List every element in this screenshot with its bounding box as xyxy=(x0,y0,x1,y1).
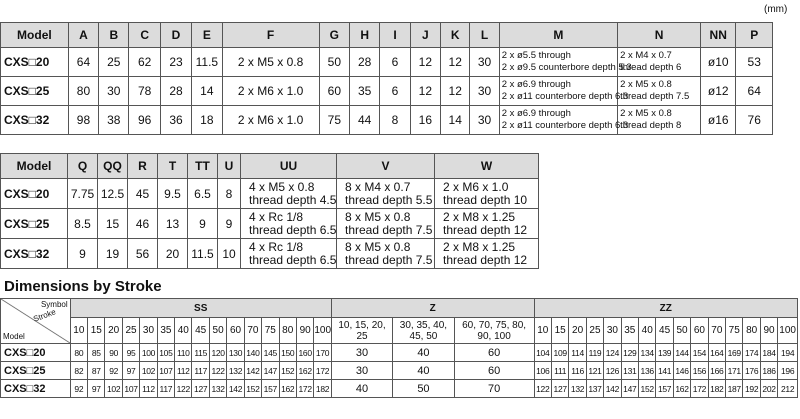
ss-cell: 130 xyxy=(227,344,244,362)
value-cell: 20 xyxy=(158,239,188,269)
zz-cell: 134 xyxy=(639,344,656,362)
stroke-header-ss: 70 xyxy=(244,318,261,344)
value-cell-n-line: 2 x M5 x 0.8 xyxy=(620,108,672,119)
ss-cell: 105 xyxy=(157,344,174,362)
value-cell-m xyxy=(499,106,629,135)
ss-cell: 112 xyxy=(140,380,157,398)
value-cell: 7.75 xyxy=(68,179,98,209)
stroke-header-z: 10, 15, 20, 25 xyxy=(331,318,392,344)
value-cell-n xyxy=(618,77,701,106)
model-cell: CXS□32 xyxy=(1,380,71,398)
value-cell-uu-line: 4 x Rc 1/8 xyxy=(249,239,304,254)
value-cell: 12 xyxy=(410,77,440,106)
ss-cell: 132 xyxy=(227,362,244,380)
stroke-header-zz: 15 xyxy=(551,318,568,344)
table-row xyxy=(1,380,798,398)
value-cell: 6 xyxy=(380,77,410,106)
ss-cell: 142 xyxy=(244,362,261,380)
value-cell: 56 xyxy=(128,239,158,269)
stroke-header-zz: 100 xyxy=(778,318,798,344)
stroke-header-ss: 40 xyxy=(175,318,192,344)
column-header: Model xyxy=(1,23,69,48)
model-cell: CXS□20 xyxy=(1,48,69,77)
ss-cell: 162 xyxy=(296,362,313,380)
zz-cell: 131 xyxy=(621,362,638,380)
value-cell-w-line: thread depth 12 xyxy=(443,252,528,267)
zz-cell: 172 xyxy=(691,380,708,398)
value-cell-uu-line: thread depth 4.5 xyxy=(249,192,337,207)
stroke-header-zz: 60 xyxy=(691,318,708,344)
zz-cell: 114 xyxy=(569,344,586,362)
zz-cell: 116 xyxy=(569,362,586,380)
value-cell-m-line: 2 x ø9.5 counterbore depth 5.3 xyxy=(501,62,632,73)
ss-cell: 87 xyxy=(88,362,105,380)
value-cell: ø16 xyxy=(701,106,736,135)
value-cell-uu-line: 4 x Rc 1/8 xyxy=(249,209,304,224)
stroke-header-ss: 45 xyxy=(192,318,209,344)
model-cell: CXS□25 xyxy=(1,77,69,106)
z-cell: 40 xyxy=(331,380,392,398)
value-cell: 6.5 xyxy=(188,179,218,209)
column-header: H xyxy=(350,23,380,48)
zz-cell: 169 xyxy=(726,344,743,362)
zz-cell: 141 xyxy=(656,362,673,380)
value-cell-w-line: 2 x M8 x 1.25 xyxy=(443,209,516,224)
value-cell-w xyxy=(435,179,539,209)
value-cell-v-line: thread depth 7.5 xyxy=(345,252,433,267)
stroke-header-ss: 25 xyxy=(122,318,139,344)
zz-cell: 176 xyxy=(743,362,760,380)
column-header: W xyxy=(435,154,539,179)
zz-cell: 132 xyxy=(569,380,586,398)
value-cell-w-line: 2 x M6 x 1.0 xyxy=(443,179,509,194)
corner-model-label: Model xyxy=(3,332,25,341)
value-cell: 19 xyxy=(98,239,128,269)
ss-cell: 90 xyxy=(105,344,122,362)
stroke-header-ss: 10 xyxy=(70,318,87,344)
group-header-zz: ZZ xyxy=(534,299,797,318)
ss-cell: 160 xyxy=(296,344,313,362)
value-cell: 18 xyxy=(192,106,222,135)
zz-cell: 171 xyxy=(726,362,743,380)
stroke-header-ss: 80 xyxy=(279,318,296,344)
stroke-header-zz: 40 xyxy=(639,318,656,344)
z-cell: 40 xyxy=(393,362,454,380)
column-header: Model xyxy=(1,154,68,179)
zz-cell: 194 xyxy=(778,344,798,362)
ss-cell: 117 xyxy=(192,362,209,380)
value-cell-uu xyxy=(241,179,337,209)
value-cell: ø12 xyxy=(701,77,736,106)
column-header: TT xyxy=(188,154,218,179)
value-cell: 35 xyxy=(350,77,380,106)
ss-cell: 95 xyxy=(122,344,139,362)
value-cell: 12 xyxy=(441,48,470,77)
table-row xyxy=(1,239,539,269)
ss-cell: 157 xyxy=(262,380,279,398)
column-header: T xyxy=(158,154,188,179)
stroke-header-ss: 90 xyxy=(296,318,313,344)
value-cell-v xyxy=(337,239,435,269)
column-header: V xyxy=(337,154,435,179)
z-cell: 60 xyxy=(454,362,534,380)
value-cell: 64 xyxy=(68,48,98,77)
value-cell: 2 x M6 x 1.0 xyxy=(222,77,319,106)
value-cell: 15 xyxy=(98,209,128,239)
ss-cell: 132 xyxy=(209,380,226,398)
value-cell: 2 x M5 x 0.8 xyxy=(222,48,319,77)
zz-cell: 111 xyxy=(551,362,568,380)
value-cell-uu-line: 4 x M5 x 0.8 xyxy=(249,179,315,194)
zz-cell: 156 xyxy=(691,362,708,380)
ss-cell: 142 xyxy=(227,380,244,398)
ss-cell: 92 xyxy=(105,362,122,380)
column-header: F xyxy=(222,23,319,48)
column-header: QQ xyxy=(98,154,128,179)
value-cell-n-line: thread depth 6 xyxy=(620,62,682,73)
value-cell-w-line: thread depth 10 xyxy=(443,192,528,207)
table-header-row xyxy=(1,154,539,179)
ss-cell: 150 xyxy=(279,344,296,362)
ss-cell: 170 xyxy=(314,344,331,362)
value-cell-v-line: thread depth 5.5 xyxy=(345,192,433,207)
stroke-header-ss: 30 xyxy=(140,318,157,344)
ss-cell: 147 xyxy=(262,362,279,380)
stroke-header-zz: 45 xyxy=(656,318,673,344)
value-cell-w xyxy=(435,239,539,269)
value-cell: 9.5 xyxy=(158,179,188,209)
value-cell: 44 xyxy=(350,106,380,135)
zz-cell: 196 xyxy=(778,362,798,380)
zz-cell: 144 xyxy=(673,344,690,362)
stroke-header-ss: 35 xyxy=(157,318,174,344)
value-cell-m-line: 2 x ø11 counterbore depth 6.3 xyxy=(501,120,629,131)
ss-cell: 162 xyxy=(279,380,296,398)
value-cell: 10 xyxy=(218,239,241,269)
stroke-header-zz: 75 xyxy=(726,318,743,344)
column-header: UU xyxy=(241,154,337,179)
z-cell: 40 xyxy=(393,344,454,362)
ss-cell: 172 xyxy=(314,362,331,380)
unit-label: (mm) xyxy=(764,4,788,15)
ss-cell: 117 xyxy=(157,380,174,398)
ss-cell: 127 xyxy=(192,380,209,398)
zz-cell: 182 xyxy=(708,380,725,398)
zz-cell: 109 xyxy=(551,344,568,362)
value-cell: 46 xyxy=(128,209,158,239)
value-cell: 8 xyxy=(380,106,410,135)
stroke-header-ss: 50 xyxy=(209,318,226,344)
ss-cell: 182 xyxy=(314,380,331,398)
value-cell: 64 xyxy=(736,77,773,106)
value-cell: 50 xyxy=(319,48,349,77)
stroke-header-ss: 15 xyxy=(88,318,105,344)
column-header: G xyxy=(319,23,349,48)
ss-cell: 152 xyxy=(244,380,261,398)
stroke-header-zz: 10 xyxy=(534,318,551,344)
zz-cell: 146 xyxy=(673,362,690,380)
zz-cell: 139 xyxy=(656,344,673,362)
column-header: K xyxy=(441,23,470,48)
column-header: U xyxy=(218,154,241,179)
model-cell: CXS□25 xyxy=(1,362,71,380)
stroke-dimensions-table xyxy=(0,298,798,398)
value-cell: 23 xyxy=(160,48,191,77)
zz-cell: 152 xyxy=(639,380,656,398)
value-cell-v-line: thread depth 7.5 xyxy=(345,222,433,237)
value-cell: 8.5 xyxy=(68,209,98,239)
zz-cell: 154 xyxy=(691,344,708,362)
value-cell-m xyxy=(499,77,629,106)
zz-cell: 192 xyxy=(743,380,760,398)
zz-cell: 126 xyxy=(604,362,621,380)
stroke-header-zz: 50 xyxy=(673,318,690,344)
column-header: Q xyxy=(68,154,98,179)
value-cell-v-line: 8 x M5 x 0.8 xyxy=(345,209,411,224)
stroke-header-zz: 80 xyxy=(743,318,760,344)
ss-cell: 102 xyxy=(105,380,122,398)
column-header: P xyxy=(736,23,773,48)
stroke-header-zz: 90 xyxy=(760,318,777,344)
value-cell-m-line: 2 x ø5.5 through xyxy=(501,50,571,61)
zz-cell: 174 xyxy=(743,344,760,362)
value-cell: ø10 xyxy=(701,48,736,77)
ss-cell: 122 xyxy=(209,362,226,380)
corner-stroke-label: Stroke xyxy=(31,307,57,324)
table-row xyxy=(1,106,773,135)
value-cell: 36 xyxy=(160,106,191,135)
value-cell: 11.5 xyxy=(188,239,218,269)
column-header: R xyxy=(128,154,158,179)
value-cell-n-line: thread depth 7.5 xyxy=(620,91,690,102)
column-header: A xyxy=(68,23,98,48)
z-cell: 30 xyxy=(331,344,392,362)
value-cell-m xyxy=(499,48,632,77)
ss-cell: 115 xyxy=(192,344,209,362)
column-header: N xyxy=(618,23,701,48)
zz-cell: 212 xyxy=(778,380,798,398)
value-cell: 11.5 xyxy=(192,48,222,77)
ss-cell: 80 xyxy=(70,344,87,362)
value-cell: 28 xyxy=(350,48,380,77)
zz-cell: 137 xyxy=(586,380,603,398)
ss-cell: 140 xyxy=(244,344,261,362)
ss-cell: 122 xyxy=(175,380,192,398)
value-cell-v xyxy=(337,179,435,209)
ss-cell: 92 xyxy=(70,380,87,398)
value-cell-m-line: 2 x ø6.9 through xyxy=(501,79,571,90)
ss-cell: 97 xyxy=(122,362,139,380)
table-header-row xyxy=(1,23,773,48)
value-cell: 8 xyxy=(218,179,241,209)
zz-cell: 157 xyxy=(656,380,673,398)
ss-cell: 100 xyxy=(140,344,157,362)
model-cell: CXS□20 xyxy=(1,179,68,209)
column-header: NN xyxy=(701,23,736,48)
column-header: D xyxy=(160,23,191,48)
value-cell-v-line: 8 x M5 x 0.8 xyxy=(345,239,411,254)
zz-cell: 122 xyxy=(534,380,551,398)
zz-cell: 136 xyxy=(639,362,656,380)
stroke-header-zz: 70 xyxy=(708,318,725,344)
value-cell-m-line: 2 x ø6.9 through xyxy=(501,108,571,119)
ss-cell: 112 xyxy=(175,362,192,380)
model-cell: CXS□32 xyxy=(1,106,69,135)
stroke-header-zz: 35 xyxy=(621,318,638,344)
ss-cell: 107 xyxy=(122,380,139,398)
ss-cell: 97 xyxy=(88,380,105,398)
table-row xyxy=(1,77,773,106)
value-cell-uu-line: thread depth 6.5 xyxy=(249,222,337,237)
column-header: E xyxy=(192,23,222,48)
column-header: I xyxy=(380,23,410,48)
table-row xyxy=(1,209,539,239)
zz-cell: 104 xyxy=(534,344,551,362)
value-cell-uu xyxy=(241,239,337,269)
zz-cell: 119 xyxy=(586,344,603,362)
column-header: M xyxy=(499,23,617,48)
value-cell-n xyxy=(618,106,701,135)
ss-cell: 152 xyxy=(279,362,296,380)
zz-cell: 187 xyxy=(726,380,743,398)
model-cell: CXS□32 xyxy=(1,239,68,269)
zz-cell: 124 xyxy=(604,344,621,362)
stroke-header-zz: 25 xyxy=(586,318,603,344)
ss-cell: 102 xyxy=(140,362,157,380)
stroke-header-ss: 20 xyxy=(105,318,122,344)
value-cell: 12.5 xyxy=(98,179,128,209)
value-cell: 96 xyxy=(129,106,160,135)
value-cell-n-line: 2 x M5 x 0.8 xyxy=(620,79,672,90)
stroke-header-z: 30, 35, 40, 45, 50 xyxy=(393,318,454,344)
ss-cell: 82 xyxy=(70,362,87,380)
value-cell-m-line: 2 x ø11 counterbore depth 6.3 xyxy=(501,91,629,102)
column-header: C xyxy=(129,23,160,48)
section-title: Dimensions by Stroke xyxy=(4,278,162,295)
value-cell-n xyxy=(618,48,701,77)
zz-cell: 121 xyxy=(586,362,603,380)
corner-symbol-label: Symbol xyxy=(40,300,68,309)
zz-cell: 186 xyxy=(760,362,777,380)
value-cell: 9 xyxy=(188,209,218,239)
value-cell-v xyxy=(337,209,435,239)
stroke-header-ss: 100 xyxy=(314,318,331,344)
value-cell-n-line: thread depth 8 xyxy=(620,120,682,131)
value-cell: 30 xyxy=(470,106,499,135)
value-cell: 13 xyxy=(158,209,188,239)
value-cell: 62 xyxy=(129,48,160,77)
z-cell: 50 xyxy=(393,380,454,398)
zz-cell: 202 xyxy=(760,380,777,398)
zz-cell: 106 xyxy=(534,362,551,380)
column-header: J xyxy=(410,23,440,48)
group-header-z: Z xyxy=(331,299,534,318)
ss-cell: 110 xyxy=(175,344,192,362)
zz-cell: 129 xyxy=(621,344,638,362)
corner-header xyxy=(1,299,71,344)
value-cell: 9 xyxy=(218,209,241,239)
z-cell: 70 xyxy=(454,380,534,398)
value-cell: 53 xyxy=(736,48,773,77)
value-cell-w-line: 2 x M8 x 1.25 xyxy=(443,239,516,254)
value-cell: 9 xyxy=(68,239,98,269)
zz-cell: 184 xyxy=(760,344,777,362)
dimensions-table-1 xyxy=(0,22,773,135)
value-cell-n-line: 2 x M4 x 0.7 xyxy=(620,50,672,61)
z-cell: 60 xyxy=(454,344,534,362)
value-cell: 30 xyxy=(470,48,499,77)
value-cell: 6 xyxy=(380,48,410,77)
value-cell-uu xyxy=(241,209,337,239)
value-cell: 98 xyxy=(68,106,98,135)
value-cell: 78 xyxy=(129,77,160,106)
model-cell: CXS□20 xyxy=(1,344,71,362)
value-cell: 75 xyxy=(319,106,349,135)
ss-cell: 172 xyxy=(296,380,313,398)
value-cell: 76 xyxy=(736,106,773,135)
value-cell: 45 xyxy=(128,179,158,209)
value-cell-v-line: 8 x M4 x 0.7 xyxy=(345,179,411,194)
ss-cell: 145 xyxy=(262,344,279,362)
stroke-header-ss: 60 xyxy=(227,318,244,344)
zz-cell: 162 xyxy=(673,380,690,398)
value-cell: 12 xyxy=(410,48,440,77)
stroke-header-zz: 30 xyxy=(604,318,621,344)
model-cell: CXS□25 xyxy=(1,209,68,239)
value-cell: 30 xyxy=(99,77,129,106)
stroke-header-z: 60, 70, 75, 80, 90, 100 xyxy=(454,318,534,344)
column-header: L xyxy=(470,23,499,48)
value-cell: 12 xyxy=(441,77,470,106)
value-cell: 14 xyxy=(441,106,470,135)
value-cell: 14 xyxy=(192,77,222,106)
z-cell: 30 xyxy=(331,362,392,380)
table-row xyxy=(1,48,773,77)
value-cell-w-line: thread depth 12 xyxy=(443,222,528,237)
zz-cell: 164 xyxy=(708,344,725,362)
value-cell: 2 x M6 x 1.0 xyxy=(222,106,319,135)
stroke-header-zz: 20 xyxy=(569,318,586,344)
ss-cell: 120 xyxy=(209,344,226,362)
ss-cell: 85 xyxy=(88,344,105,362)
table-row xyxy=(1,179,539,209)
stroke-header-ss: 75 xyxy=(262,318,279,344)
zz-cell: 142 xyxy=(604,380,621,398)
table-row xyxy=(1,344,798,362)
value-cell: 25 xyxy=(99,48,129,77)
value-cell: 30 xyxy=(470,77,499,106)
value-cell-uu-line: thread depth 6.5 xyxy=(249,252,337,267)
value-cell: 38 xyxy=(99,106,129,135)
value-cell: 80 xyxy=(68,77,98,106)
zz-cell: 127 xyxy=(551,380,568,398)
value-cell: 60 xyxy=(319,77,349,106)
column-header: B xyxy=(99,23,129,48)
group-header-ss: SS xyxy=(70,299,331,318)
dimensions-table-2 xyxy=(0,153,539,269)
value-cell-w xyxy=(435,209,539,239)
value-cell: 16 xyxy=(410,106,440,135)
zz-cell: 147 xyxy=(621,380,638,398)
zz-cell: 166 xyxy=(708,362,725,380)
table-row xyxy=(1,362,798,380)
value-cell: 28 xyxy=(160,77,191,106)
ss-cell: 107 xyxy=(157,362,174,380)
